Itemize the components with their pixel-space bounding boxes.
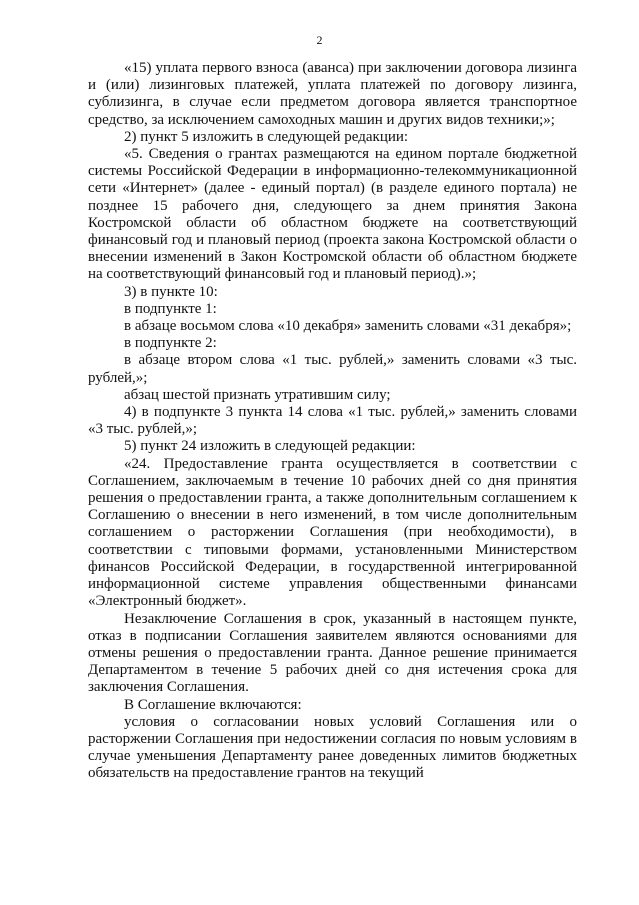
paragraph-subpoint-1-change: в абзаце восьмом слова «10 декабря» заменить словами «31 декабря»; <box>124 318 572 335</box>
document-body <box>88 60 577 783</box>
page-number: 2 <box>316 33 323 47</box>
paragraph-point-3-intro: 3) в пункте 10: <box>124 283 218 300</box>
paragraph-non-conclusion: Незаключение Соглашения в срок, указанный в настоящем пункте, отказ в подписании Соглашения заявителем являются основаниями для отмены решения о предоставлении гранта. Данное решение принимается Департаментом в течение 5 рабочих дней со дня истечения срока для заключения Соглашения. <box>88 610 577 696</box>
paragraph-point-5-text: «5. Сведения о грантах размещаются на едином портале бюджетной системы Российской Федерации в информационно-телекоммуникационной сети «Интернет» (далее - единый портал) (в разделе единого портала) не позднее 15 рабочего дня, следующего за днем принятия Закона Костромской области об областном бюджете на соответствующий финансовый год и плановый период (проекта закона Костромской области о внесении изменений в Закон Костромской области об областном бюджете на соответствующий финансовый год и плановый период).»; <box>88 146 577 283</box>
paragraph-point-2-intro: 2) пункт 5 изложить в следующей редакции: <box>124 128 409 145</box>
paragraph-agreement-conditions: условия о согласовании новых условий Соглашения или о расторжении Соглашения при недостижении согласия по новым условиям в случае уменьшения Департаменту ранее доведенных лимитов бюджетных обязательств на предоставление грантов на текущий <box>88 713 577 782</box>
paragraph-subpoint-2-repeal: абзац шестой признать утратившим силу; <box>124 386 391 403</box>
paragraph-point-5-intro: 5) пункт 24 изложить в следующей редакции: <box>124 438 416 455</box>
paragraph-point-24-text: «24. Предоставление гранта осуществляется в соответствии с Соглашением, заключаемым в течение 10 рабочих дней со дня принятия решения о предоставлении гранта, а также дополнительным соглашением к Соглашению о внесении в него изменений, в том числе дополнительным соглашением о расторжении Соглашения (при необходимости), в соответствии с типовыми формами, установленными Министерством финансов Российской Федерации, в государственной интегрированной информационной системе управления общественными финансами «Электронный бюджет». <box>88 455 577 610</box>
paragraph-subpoint-2: в подпункте 2: <box>124 335 217 352</box>
paragraph-subpoint-2-change: в абзаце втором слова «1 тыс. рублей,» заменить словами «3 тыс. рублей,»; <box>88 352 577 386</box>
paragraph-point-4: 4) в подпункте 3 пункта 14 слова «1 тыс. рублей,» заменить словами «3 тыс. рублей,»; <box>88 404 577 438</box>
paragraph-item-15: «15) уплата первого взноса (аванса) при заключении договора лизинга и (или) лизинговых платежей, уплата платежей по договору лизинга, сублизинга, в случае если предметом договора является транспортное средство, за исключением самоходных машин и других видов техники;»; <box>88 60 577 128</box>
paragraph-subpoint-1: в подпункте 1: <box>124 300 217 317</box>
paragraph-agreement-includes: В Соглашение включаются: <box>124 696 302 713</box>
